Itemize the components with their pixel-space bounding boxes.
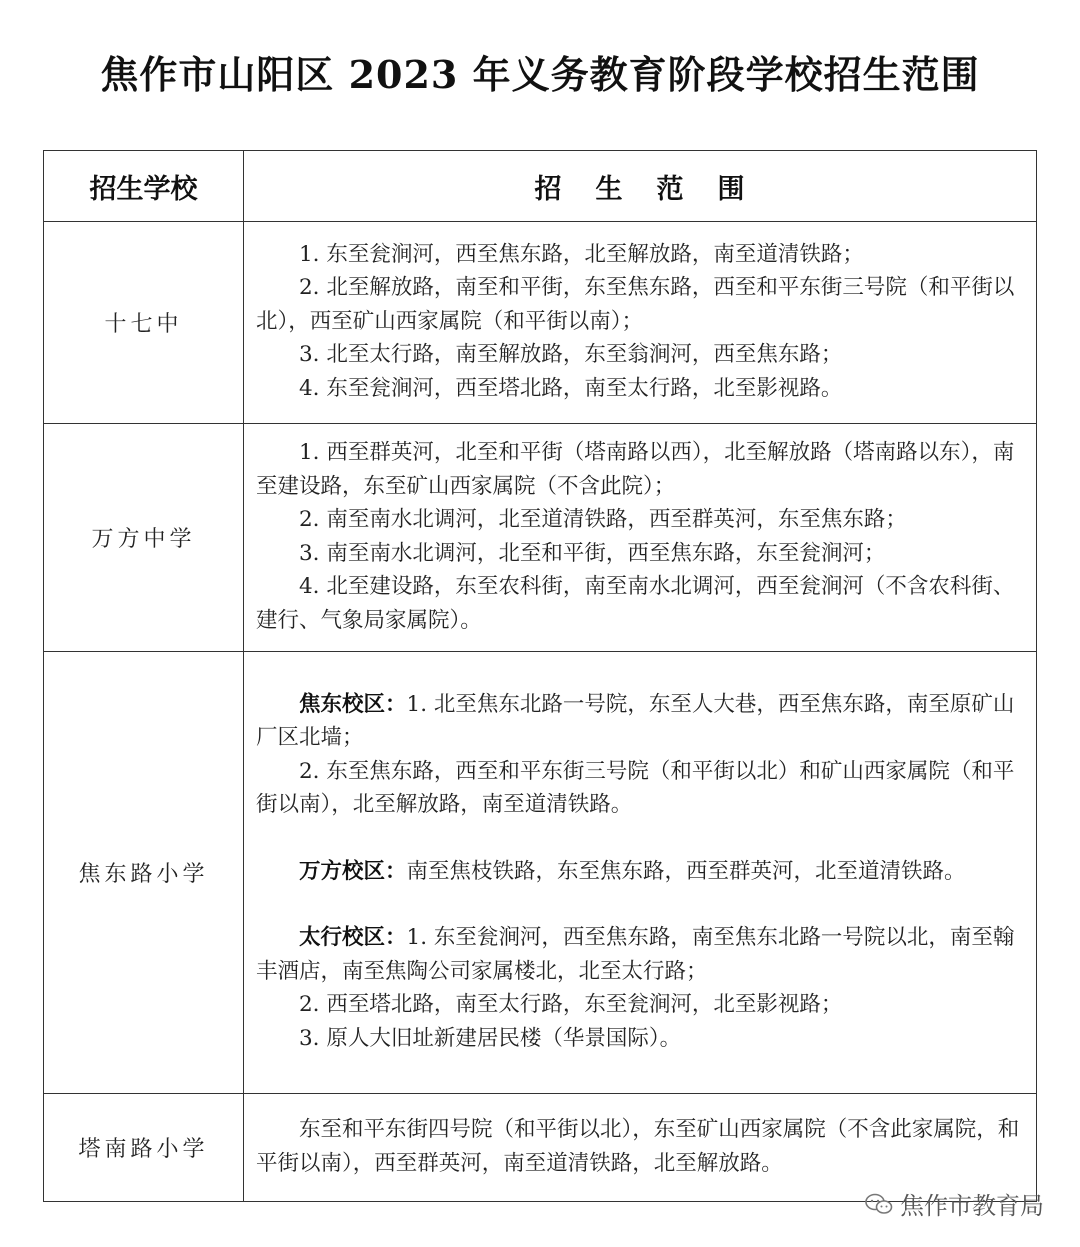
scope-cell bbox=[244, 652, 1037, 1094]
campus-block bbox=[256, 921, 1024, 988]
campus-block bbox=[256, 855, 1024, 889]
scope-cell bbox=[244, 424, 1037, 652]
school-name: 塔南路小学 bbox=[44, 1094, 244, 1202]
scope-line: 2. 东至焦东路，西至和平东街三号院（和平街以北）和矿山西家属院（和平街以南），北至解放路，南至道清铁路。 bbox=[256, 758, 1015, 818]
scope-cell bbox=[244, 222, 1037, 424]
watermark-text: 焦作市教育局 bbox=[900, 1192, 1044, 1220]
school-name: 焦东路小学 bbox=[44, 652, 244, 1094]
scope-line: 2. 南至南水北调河，北至道清铁路，西至群英河，东至焦东路； bbox=[299, 507, 907, 532]
scope-line: 1. 西至群英河，北至和平街（塔南路以西），北至解放路（塔南路以东），南至建设路，东至矿山西家属院（不含此院）； bbox=[256, 440, 1015, 499]
wechat-icon bbox=[864, 1192, 894, 1216]
scope-line: 4. 北至建设路，东至农科街，南至南水北调河，西至瓮涧河（不含农科街、建行、气象局家属院）。 bbox=[256, 574, 1015, 633]
table-row bbox=[44, 222, 1037, 424]
scope-line: 3. 南至南水北调河，北至和平街，西至焦东路，东至瓮涧河； bbox=[299, 540, 886, 566]
scope-line: 南至焦枝铁路，东至焦东路，西至群英河，北至道清铁路。 bbox=[406, 858, 966, 884]
scope-line: 2. 西至塔北路，南至太行路，东至瓮涧河，北至影视路； bbox=[299, 992, 843, 1018]
campus-name: 焦东校区： bbox=[299, 691, 407, 717]
campus-block bbox=[256, 688, 1024, 755]
scope-line: 东至和平东街四号院（和平街以北），东至矿山西家属院（不含此家属院，和平街以南），西至群英河，南至道清铁路，北至解放路。 bbox=[256, 1117, 1020, 1176]
scope-line: 1. 东至瓮涧河，西至焦东路，北至解放路，南至道清铁路； bbox=[299, 241, 864, 267]
header-school: 招生学校 bbox=[44, 151, 244, 222]
table-header-row bbox=[44, 151, 1037, 222]
campus-name: 万方校区： bbox=[299, 858, 407, 884]
scope-line: 1. 东至瓮涧河，西至焦东路，南至焦东北路一号院以北，南至翰丰酒店，南至焦陶公司家属楼北，北至太行路； bbox=[256, 925, 1015, 984]
school-name: 十七中 bbox=[44, 222, 244, 424]
scope-line: 2. 北至解放路，南至和平街，东至焦东路，西至和平东街三号院（和平街以北），西至矿山西家属院（和平街以南）； bbox=[256, 275, 1015, 334]
scope-line: 1. 北至焦东北路一号院，东至人大巷，西至焦东路，南至原矿山厂区北墙； bbox=[256, 691, 1015, 751]
school-name: 万方中学 bbox=[44, 424, 244, 652]
page-title: 焦作市山阳区 2023 年义务教育阶段学校招生范围 bbox=[100, 52, 980, 97]
scope-line: 3. 北至太行路，南至解放路，东至翁涧河，西至焦东路； bbox=[299, 342, 843, 368]
enrollment-table bbox=[43, 150, 1037, 1202]
header-scope: 招生范围 bbox=[244, 151, 1037, 222]
watermark bbox=[864, 1186, 1044, 1221]
scope-line: 4. 东至瓮涧河，西至塔北路，南至太行路，北至影视路。 bbox=[299, 375, 843, 401]
scope-line: 3. 原人大旧址新建居民楼（华景国际）。 bbox=[299, 1025, 682, 1051]
campus-name: 太行校区： bbox=[299, 925, 407, 951]
table-row bbox=[44, 424, 1037, 652]
table-row bbox=[44, 652, 1037, 1094]
